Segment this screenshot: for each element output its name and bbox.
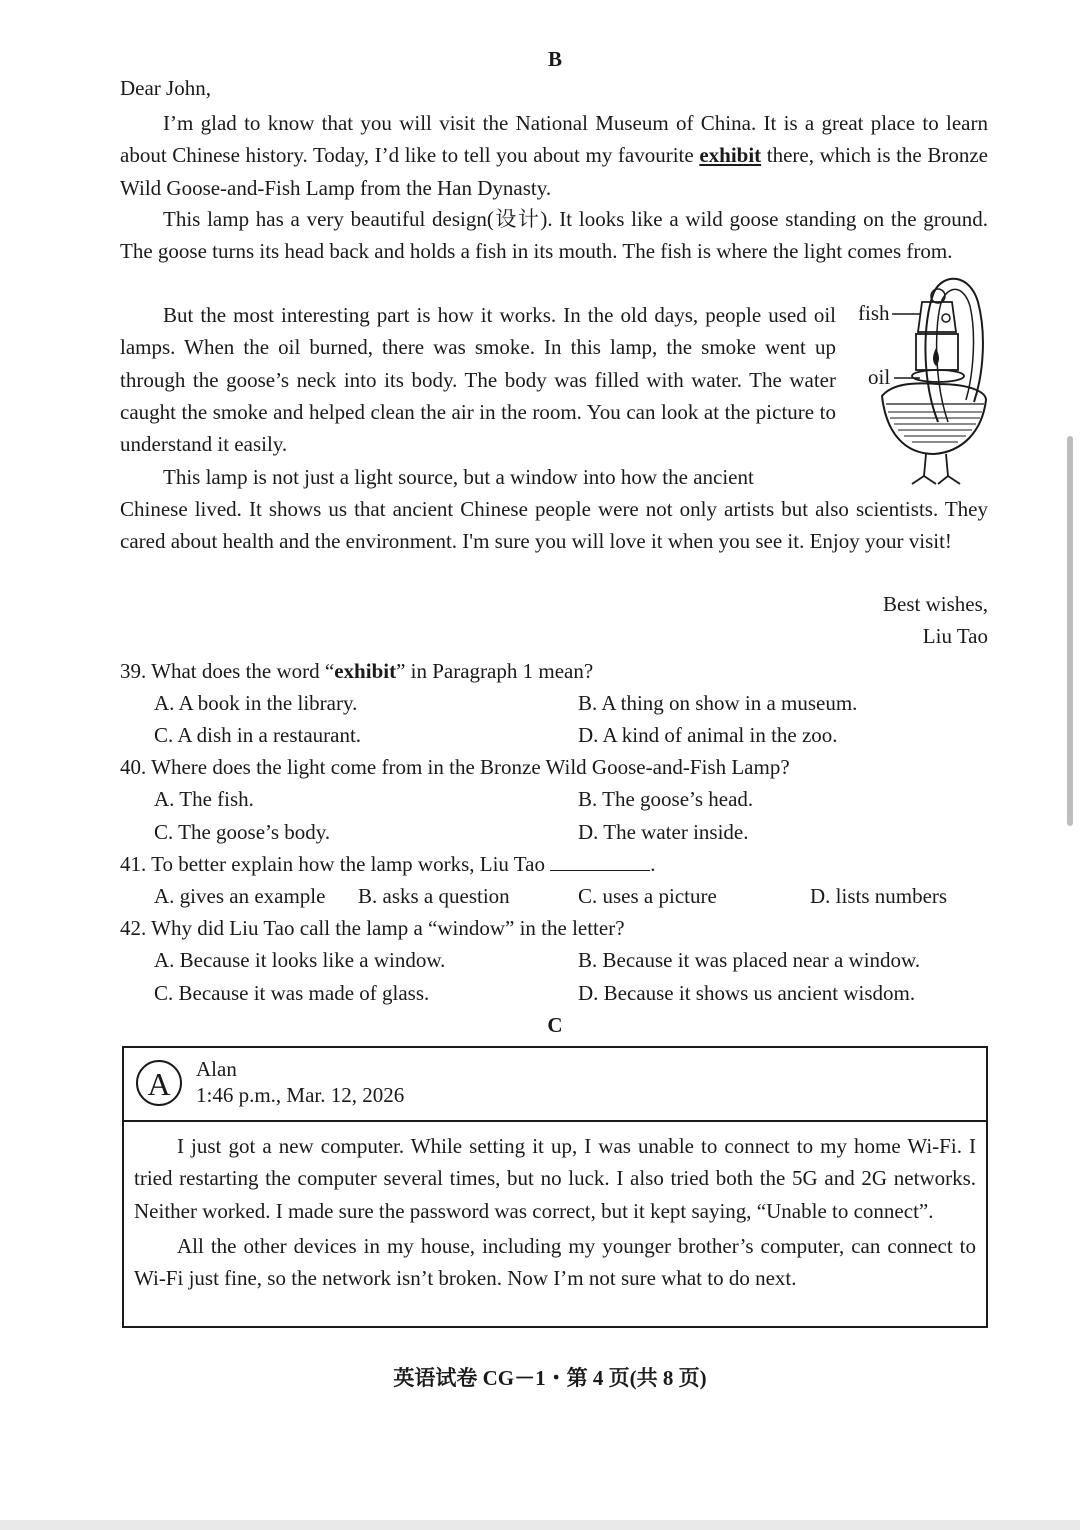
question-40-option-a[interactable]: A. The fish.: [154, 787, 254, 811]
question-40-option-d[interactable]: D. The water inside.: [578, 820, 749, 844]
section-c-label: C: [547, 1013, 563, 1037]
letter-closing: Best wishes,: [883, 592, 988, 616]
scrollbar[interactable]: [1067, 436, 1073, 826]
question-39: [120, 659, 593, 684]
post-paragraph-2: All the other devices in my house, including my younger brother’s computer, can connect to Wi-Fi just fine, so the network isn’t broken. Now I’m not sure what to do next.: [134, 1233, 976, 1291]
bottom-edge: [0, 1520, 1080, 1530]
post-timestamp: 1:46 p.m., Mar. 12, 2026: [196, 1083, 405, 1107]
question-42-option-d[interactable]: D. Because it shows us ancient wisdom.: [578, 981, 916, 1005]
fish-label: fish: [858, 301, 890, 325]
question-40-option-b[interactable]: B. The goose’s head.: [578, 787, 754, 811]
question-39-stem-start: What does the word “: [151, 659, 335, 683]
question-39-option-c[interactable]: C. A dish in a restaurant.: [154, 723, 362, 747]
question-40-option-c[interactable]: C. The goose’s body.: [154, 820, 331, 844]
question-40-number: 40.: [120, 755, 147, 779]
letter-salutation: Dear John,: [120, 76, 211, 100]
question-39-option-a[interactable]: A. A book in the library.: [154, 691, 358, 715]
question-42-option-a[interactable]: A. Because it looks like a window.: [154, 948, 446, 972]
keyword-exhibit: exhibit: [699, 143, 762, 168]
post-header: [124, 1048, 986, 1122]
letter-paragraph-2: This lamp has a very beautiful design(设计). It looks like a wild goose standing on the ground. The goose turns its head back and holds a fish in its mouth. The fish is where the light comes from.: [120, 207, 988, 264]
question-39-keyword: exhibit: [334, 659, 397, 683]
page-footer: 英语试卷 CG－1・第 4 页(共 8 页): [393, 1366, 707, 1390]
oil-label: oil: [868, 365, 891, 389]
question-40: [120, 755, 790, 780]
question-40-stem: Where does the light come from in the Bronze Wild Goose-and-Fish Lamp?: [151, 755, 790, 779]
question-39-option-b[interactable]: B. A thing on show in a museum.: [578, 691, 858, 715]
section-b-label: B: [547, 47, 562, 71]
question-41-stem: To better explain how the lamp works, Liu Tao: [151, 852, 545, 876]
letter-paragraph-4-rest: Chinese lived. It shows us that ancient Chinese people were not only artists but also scientists. They cared about health and the environment. I'm sure you will love it when you see it. Enjoy your visit!: [120, 497, 988, 554]
post-paragraph-1: I just got a new computer. While setting it up, I was unable to connect to my home Wi-Fi. I tried restarting the computer several times, but no luck. I also tried both the 5G and 2G networks. Neither worked. I made sure the password was correct, but it kept saying, “Unable to connect”.: [134, 1134, 976, 1223]
question-39-stem-end: ” in Paragraph 1 mean?: [396, 659, 594, 683]
question-41-option-d[interactable]: D. lists numbers: [810, 884, 948, 908]
answer-blank[interactable]: [550, 852, 650, 871]
goose-lamp-illustration: [852, 272, 990, 488]
avatar: A: [136, 1060, 182, 1106]
question-41-option-a[interactable]: A. gives an example: [154, 884, 326, 908]
question-42-option-b[interactable]: B. Because it was placed near a window.: [578, 948, 921, 972]
question-41-option-b[interactable]: B. asks a question: [358, 884, 510, 908]
question-41: [120, 852, 655, 877]
forum-post: [122, 1046, 988, 1328]
paragraph-1-text-start: I’m glad to know that you will visit the National Museum of China. It is a great place to learn about Chinese history. Today, I’d like to tell you about my favourite: [120, 111, 988, 168]
paragraph-1-text-end: there, which is the Bronze Wild Goose-and-Fish Lamp from the Han Dynasty.: [120, 143, 988, 200]
question-41-option-c[interactable]: C. uses a picture: [578, 884, 717, 908]
question-39-number: 39.: [120, 659, 147, 683]
letter-paragraph-3: But the most interesting part is how it works. In the old days, people used oil lamps. When the oil burned, there was smoke. In this lamp, the smoke went up through the goose’s neck into its body. The body was filled with water. The water caught the smoke and helped clean the air in the room. You can look at the picture to understand it easily.: [120, 303, 836, 457]
letter-paragraph-4-line-1: This lamp is not just a light source, but a window into how the ancient: [163, 465, 754, 489]
post-author: Alan: [196, 1057, 237, 1081]
letter-paragraph-1: [120, 107, 988, 204]
question-41-stem-end: .: [650, 852, 656, 876]
question-41-number: 41.: [120, 852, 147, 876]
question-42-stem: Why did Liu Tao call the lamp a “window” in the letter?: [151, 916, 625, 940]
question-42: [120, 916, 625, 941]
post-body: [134, 1130, 976, 1294]
question-42-option-c[interactable]: C. Because it was made of glass.: [154, 981, 430, 1005]
letter-signature: Liu Tao: [922, 624, 988, 648]
question-42-number: 42.: [120, 916, 147, 940]
question-39-option-d[interactable]: D. A kind of animal in the zoo.: [578, 723, 838, 747]
